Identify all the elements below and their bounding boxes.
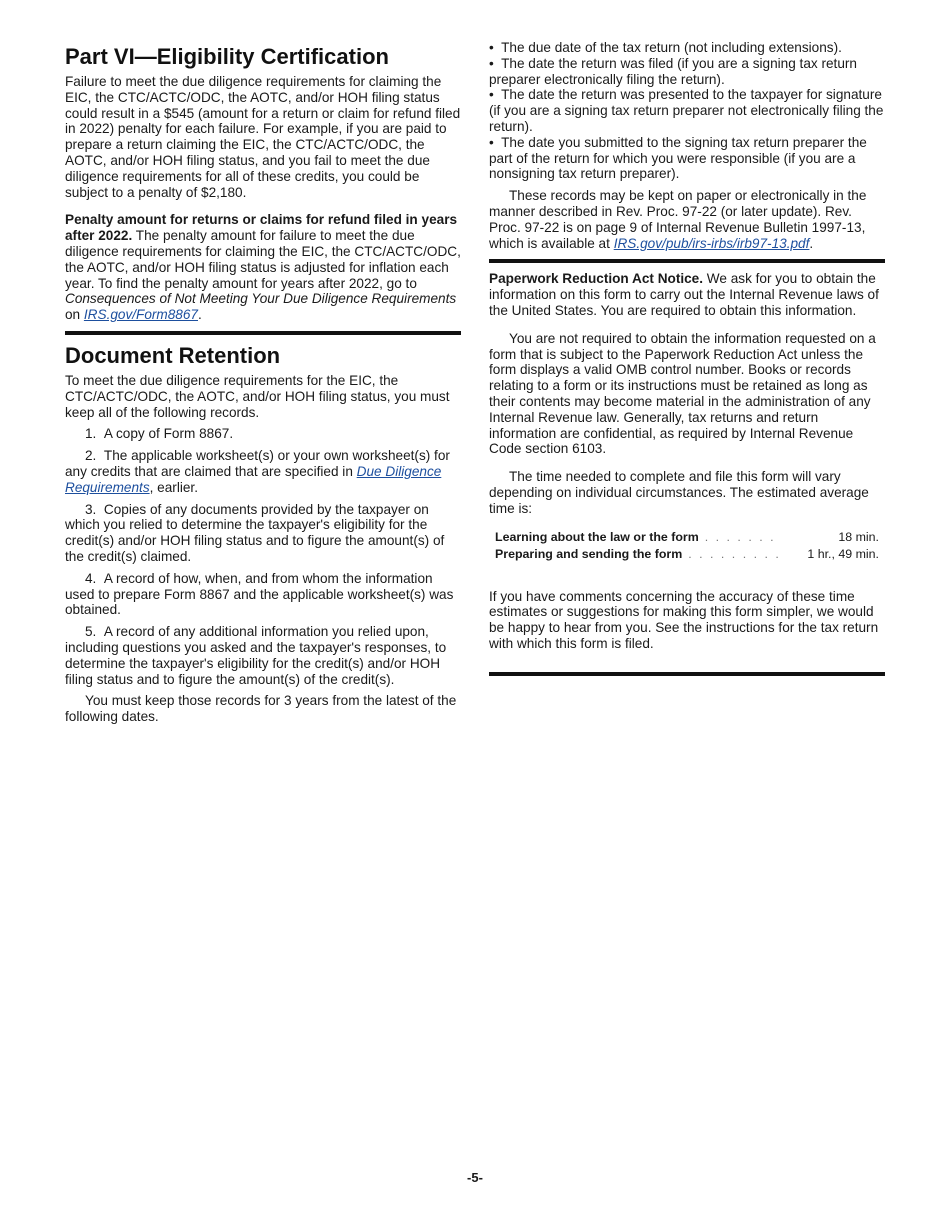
pra-paragraph-1: Paperwork Reduction Act Notice. We ask for you to obtain the information on this form to carry out the Internal Revenue laws of the United States. You are required to obtain this information. [489, 271, 879, 318]
leader-dots: . . . . . . . [704, 529, 776, 544]
record-item-3: 3. Copies of any documents provided by the taxpayer on which you relied to determine the taxpayer's eligibility for the credit(s) and/or HOH filing status and to figure the amount(s) of the credit(s) claimed. [65, 501, 445, 564]
page-number: -5- [467, 1170, 483, 1185]
record-item-4: 4. A record of how, when, and from whom the information used to prepare Form 8867 and the applicable worksheet(s) was obtained. [65, 570, 454, 618]
retention-intro: To meet the due diligence requirements for the EIC, the CTC/ACTC/ODC, the AOTC, and/or HOH filing status, you must keep all of the following records. [65, 372, 450, 420]
burden-table [489, 529, 885, 563]
burden-label: Learning about the law or the form [495, 529, 699, 544]
form8867-link[interactable]: IRS.gov/Form8867 [83, 307, 198, 323]
record-item-1: 1. A copy of Form 8867. [85, 426, 234, 442]
penalty-paragraph: Penalty amount for returns or claims for refund filed in years after 2022. The penalty amount for failure to meet the due diligence requirements for claiming the EIC, the CTC/ACTC/ODC, the AOTC, and/or HOH filing status is adjusted for inflation each year. To find the penalty amount for years after 2022, go to Consequences of Not Meeting Your Due Diligence Requirements on IRS.gov/Form8867. [65, 212, 461, 323]
keep-records-paragraph: You must keep those records for 3 years from the latest of the following dates. [65, 693, 457, 725]
date-bullet-4: • The date you submitted to the signing tax return preparer the part of the return for which you were responsible (if you are a nonsigning tax return preparer). [489, 134, 867, 182]
burden-row [495, 529, 879, 546]
leader-dots: . . . . . . . . . [688, 546, 781, 561]
date-bullet-3: • The date the return was presented to the taxpayer for signature (if you are a signing tax return preparer not electronically filing the return). [489, 87, 884, 134]
consequences-ref: Consequences of Not Meeting Your Due Diligence Requirements [65, 291, 457, 307]
right-column [489, 40, 885, 676]
end-divider [489, 672, 885, 676]
pra-heading: Paperwork Reduction Act Notice. [489, 271, 704, 287]
pra-paragraph-2: You are not required to obtain the information requested on a form that is subject to the Paperwork Reduction Act unless the form displays a valid OMB control number. Books or records relating to a form or its instructions must be retained as long as their contents may become material in the administration of any Internal Revenue law. Generally, tax returns and return information are confidential, as required by Internal Revenue Code section 6103. [489, 330, 876, 457]
pra-divider [489, 259, 885, 263]
date-bullet-1: • The due date of the tax return (not including extensions). [489, 40, 842, 55]
section-divider [65, 331, 461, 335]
due-diligence-link[interactable]: Due Diligence Requirements [65, 463, 442, 495]
burden-value: 18 min. [838, 529, 879, 544]
record-item-5: 5. A record of any additional information you relied upon, including questions you asked and the taxpayer's responses, to determine the taxpayer's eligibility for the credit(s) and/or HOH filing status and to figure the amount(s) of the credit(s). [65, 624, 447, 687]
record-item-2: 2. The applicable worksheet(s) or your own worksheet(s) for any credits that are claimed that are specified in Due Diligence Requirements, earlier. [65, 448, 450, 495]
burden-label: Preparing and sending the form [495, 546, 683, 561]
document-retention-heading: Document Retention [65, 342, 281, 368]
part-vi-paragraph: Failure to meet the due diligence requirements for claiming the EIC, the CTC/ACTC/ODC, the AOTC, and/or HOH filing status could result in a $545 (amount for a return or claim for refund filed in 2022) penalty for each failure. For example, if you are paid to prepare a return claiming the EIC, the CTC/ACTC/ODC, the AOTC, and/or HOH filing status, and you fail to meet the due diligence requirements for all of these credits, you could be subject to a penalty of $2,180. [65, 74, 461, 200]
pra-paragraph-3: The time needed to complete and file this form will vary depending on individual circumstances. The estimated average time is: [489, 469, 869, 516]
records-paragraph: These records may be kept on paper or electronically in the manner described in Rev. Proc. 97-22 (or later update). Rev. Proc. 97-22 is on page 9 of Internal Revenue Bulletin 1997-13, which is available at IRS.gov/pub/irs-irbs/irb97-13.pdf. [489, 188, 867, 251]
irb-link[interactable]: IRS.gov/pub/irs-irbs/irb97-13.pdf [613, 235, 810, 251]
burden-row [495, 546, 879, 563]
penalty-heading: Penalty amount for returns or claims for refund filed in years after 2022. [65, 212, 458, 244]
part-vi-heading: Part VI—Eligibility Certification [65, 44, 389, 69]
left-column [65, 40, 461, 725]
burden-value: 1 hr., 49 min. [807, 546, 879, 561]
pra-paragraph-4: If you have comments concerning the accuracy of these time estimates or suggestions for making this form simpler, we would be happy to hear from you. See the instructions for the tax return with which this form is filed. [489, 588, 879, 651]
date-bullet-2: • The date the return was filed (if you are a signing tax return preparer electronically filing the return). [489, 55, 857, 87]
